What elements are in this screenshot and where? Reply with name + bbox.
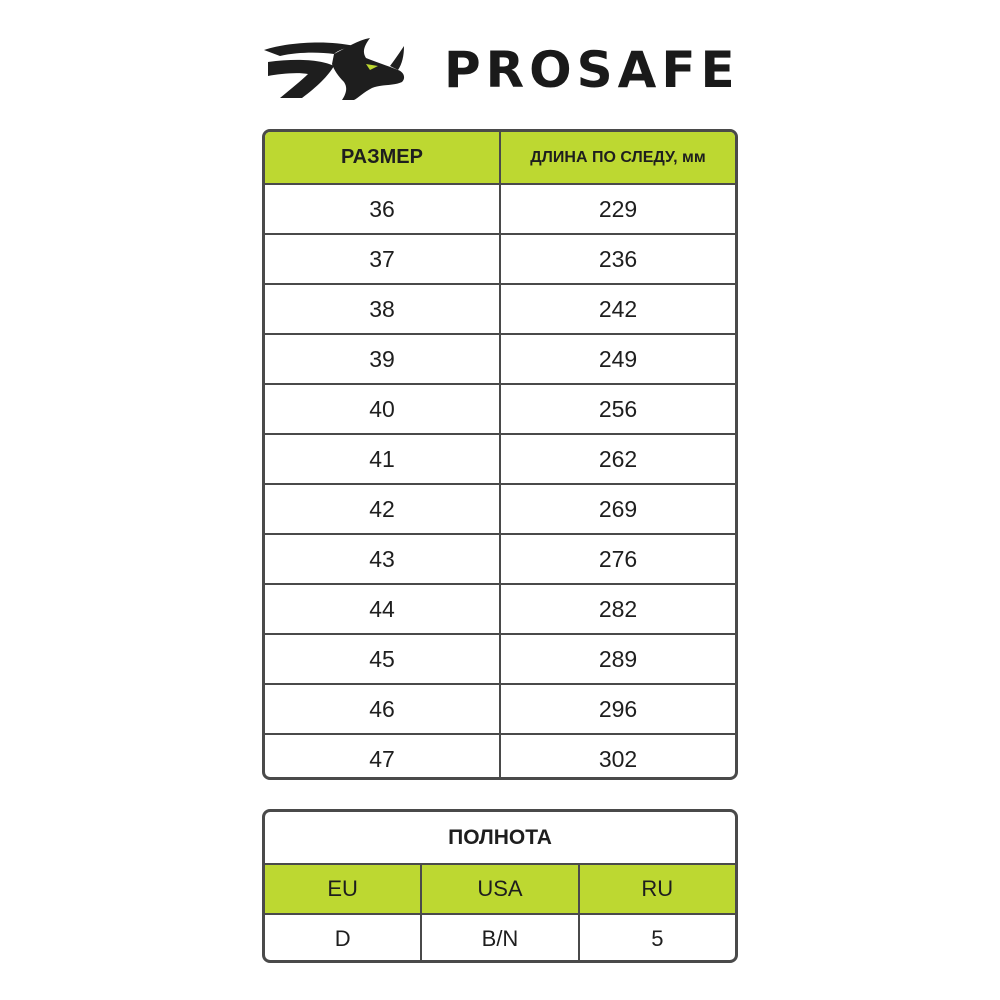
table-row [265,383,735,433]
header-length: ДЛИНА ПО СЛЕДУ, мм [530,149,706,166]
length-cell: 269 [598,495,638,522]
table-row [265,733,735,780]
header-usa: USA [420,865,577,913]
value-usa: B/N [420,915,577,963]
length-cell: 296 [598,695,638,722]
value-ru: 5 [578,915,735,963]
width-table-title: ПОЛНОТА [448,825,552,849]
table-row [265,283,735,333]
width-table [262,809,738,963]
table-row [265,233,735,283]
width-table-header [265,863,735,913]
table-row [265,683,735,733]
size-cell: 44 [265,585,501,633]
table-row [265,533,735,583]
length-cell: 229 [598,195,638,222]
table-row [265,183,735,233]
size-cell: 45 [265,635,501,683]
brand-name: PROSAFE [444,41,740,99]
length-cell: 242 [598,295,638,322]
length-cell: 302 [598,745,638,772]
rhino-icon [258,36,408,104]
table-row [265,583,735,633]
size-cell: 36 [265,185,501,233]
length-cell: 262 [598,445,638,472]
table-row [265,333,735,383]
value-eu: D [334,926,351,951]
table-row [265,633,735,683]
header-size: РАЗМЕР [265,132,501,183]
header-eu: EU [327,876,358,901]
length-cell: 249 [598,345,638,372]
brand-logo [258,36,738,104]
size-table [262,129,738,780]
length-cell: 276 [598,545,638,572]
size-cell: 41 [265,435,501,483]
size-cell: 37 [265,235,501,283]
size-cell: 43 [265,535,501,583]
size-table-header [265,132,735,183]
table-row [265,483,735,533]
size-cell: 46 [265,685,501,733]
length-cell: 282 [598,595,638,622]
length-cell: 256 [598,395,638,422]
table-row [265,433,735,483]
size-cell: 39 [265,335,501,383]
size-cell: 38 [265,285,501,333]
header-ru: RU [578,865,735,913]
size-cell: 47 [265,735,501,780]
size-cell: 42 [265,485,501,533]
width-table-values [265,913,735,963]
length-cell: 289 [598,645,638,672]
size-cell: 40 [265,385,501,433]
length-cell: 236 [598,245,638,272]
